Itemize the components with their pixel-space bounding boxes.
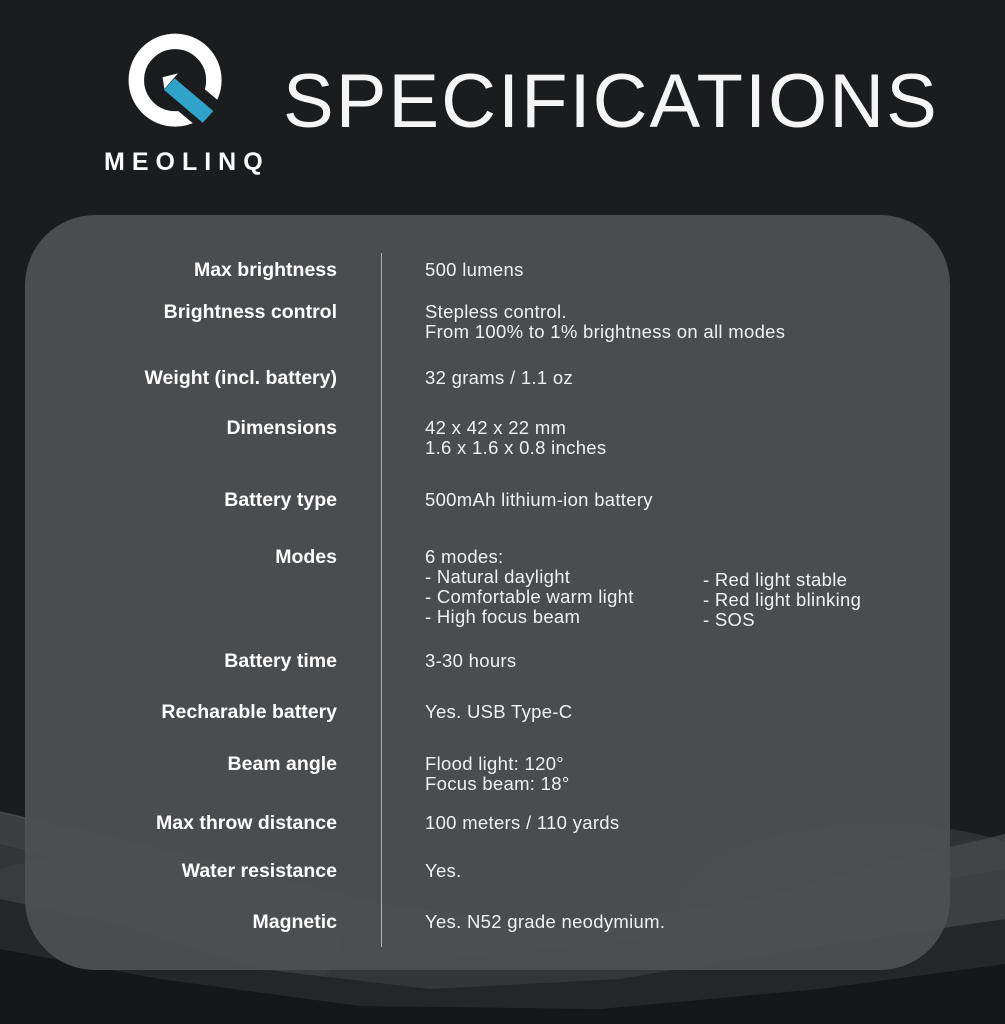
spec-label: Max brightness — [193, 259, 337, 281]
spec-label: Battery time — [224, 650, 337, 672]
spec-value-line: 3-30 hours — [425, 650, 517, 671]
spec-value-line: 500mAh lithium-ion battery — [425, 489, 653, 510]
spec-value-line: 32 grams / 1.1 oz — [425, 367, 574, 388]
modes-column-2 — [703, 570, 861, 630]
spec-label: Brightness control — [163, 301, 337, 323]
spec-row-battery-time — [25, 651, 950, 671]
spec-label: Water resistance — [181, 860, 337, 882]
spec-value-line: Focus beam: 18° — [425, 773, 570, 794]
spec-value-line: 500 lumens — [425, 259, 524, 280]
spec-value — [425, 490, 653, 510]
spec-value — [425, 302, 785, 342]
spec-label: Battery type — [224, 489, 337, 511]
spec-row-max-brightness — [25, 260, 950, 280]
mode-item: - Comfortable warm light — [425, 586, 634, 607]
spec-value-line: 42 x 42 x 22 mm — [425, 417, 567, 438]
meolinq-q-logo-icon — [112, 22, 244, 148]
modes-columns — [425, 567, 861, 630]
spec-label: Beam angle — [227, 753, 337, 775]
mode-item: - Red light blinking — [703, 589, 862, 610]
spec-value — [425, 813, 619, 833]
spec-row-max-throw-distance — [25, 813, 950, 833]
spec-row-modes — [25, 547, 950, 630]
spec-row-water-resistance — [25, 861, 950, 881]
spec-value-line: 100 meters / 110 yards — [425, 812, 620, 833]
spec-value — [425, 547, 861, 630]
spec-label: Weight (incl. battery) — [144, 367, 337, 389]
spec-value-line: 1.6 x 1.6 x 0.8 inches — [425, 437, 607, 458]
spec-value — [425, 368, 573, 388]
modes-column-1 — [425, 567, 703, 630]
spec-row-brightness-control — [25, 302, 950, 342]
spec-value-line: 6 modes: — [425, 546, 504, 567]
mode-item: - SOS — [703, 609, 755, 630]
page-title: SPECIFICATIONS — [283, 59, 939, 144]
spec-label: Magnetic — [252, 911, 337, 933]
spec-value — [425, 754, 570, 794]
brand-name: MEOLINQ — [104, 148, 270, 176]
spec-value — [425, 912, 665, 932]
mode-item: - High focus beam — [425, 606, 581, 627]
spec-row-weight — [25, 368, 950, 388]
spec-label: Dimensions — [226, 417, 337, 439]
spec-value-line: Yes. — [425, 860, 462, 881]
spec-value-line: From 100% to 1% brightness on all modes — [425, 321, 786, 342]
spec-row-dimensions — [25, 418, 950, 458]
spec-value-line: Yes. N52 grade neodymium. — [425, 911, 666, 932]
spec-row-beam-angle — [25, 754, 950, 794]
spec-label: Max throw distance — [156, 812, 337, 834]
spec-value — [425, 861, 462, 881]
spec-value — [425, 260, 524, 280]
spec-value — [425, 702, 572, 722]
spec-value — [425, 651, 516, 671]
spec-value — [425, 418, 606, 458]
mode-item: - Red light stable — [703, 569, 848, 590]
specifications-panel — [25, 215, 950, 970]
spec-row-magnetic — [25, 912, 950, 932]
spec-row-battery-type — [25, 490, 950, 510]
spec-value-line: Flood light: 120° — [425, 753, 564, 774]
spec-value-line: Stepless control. — [425, 301, 567, 322]
spec-label: Modes — [275, 546, 337, 568]
spec-row-rechargeable-battery — [25, 702, 950, 722]
spec-label: Recharable battery — [161, 701, 337, 723]
mode-item: - Natural daylight — [425, 566, 571, 587]
spec-value-line: Yes. USB Type-C — [425, 701, 573, 722]
